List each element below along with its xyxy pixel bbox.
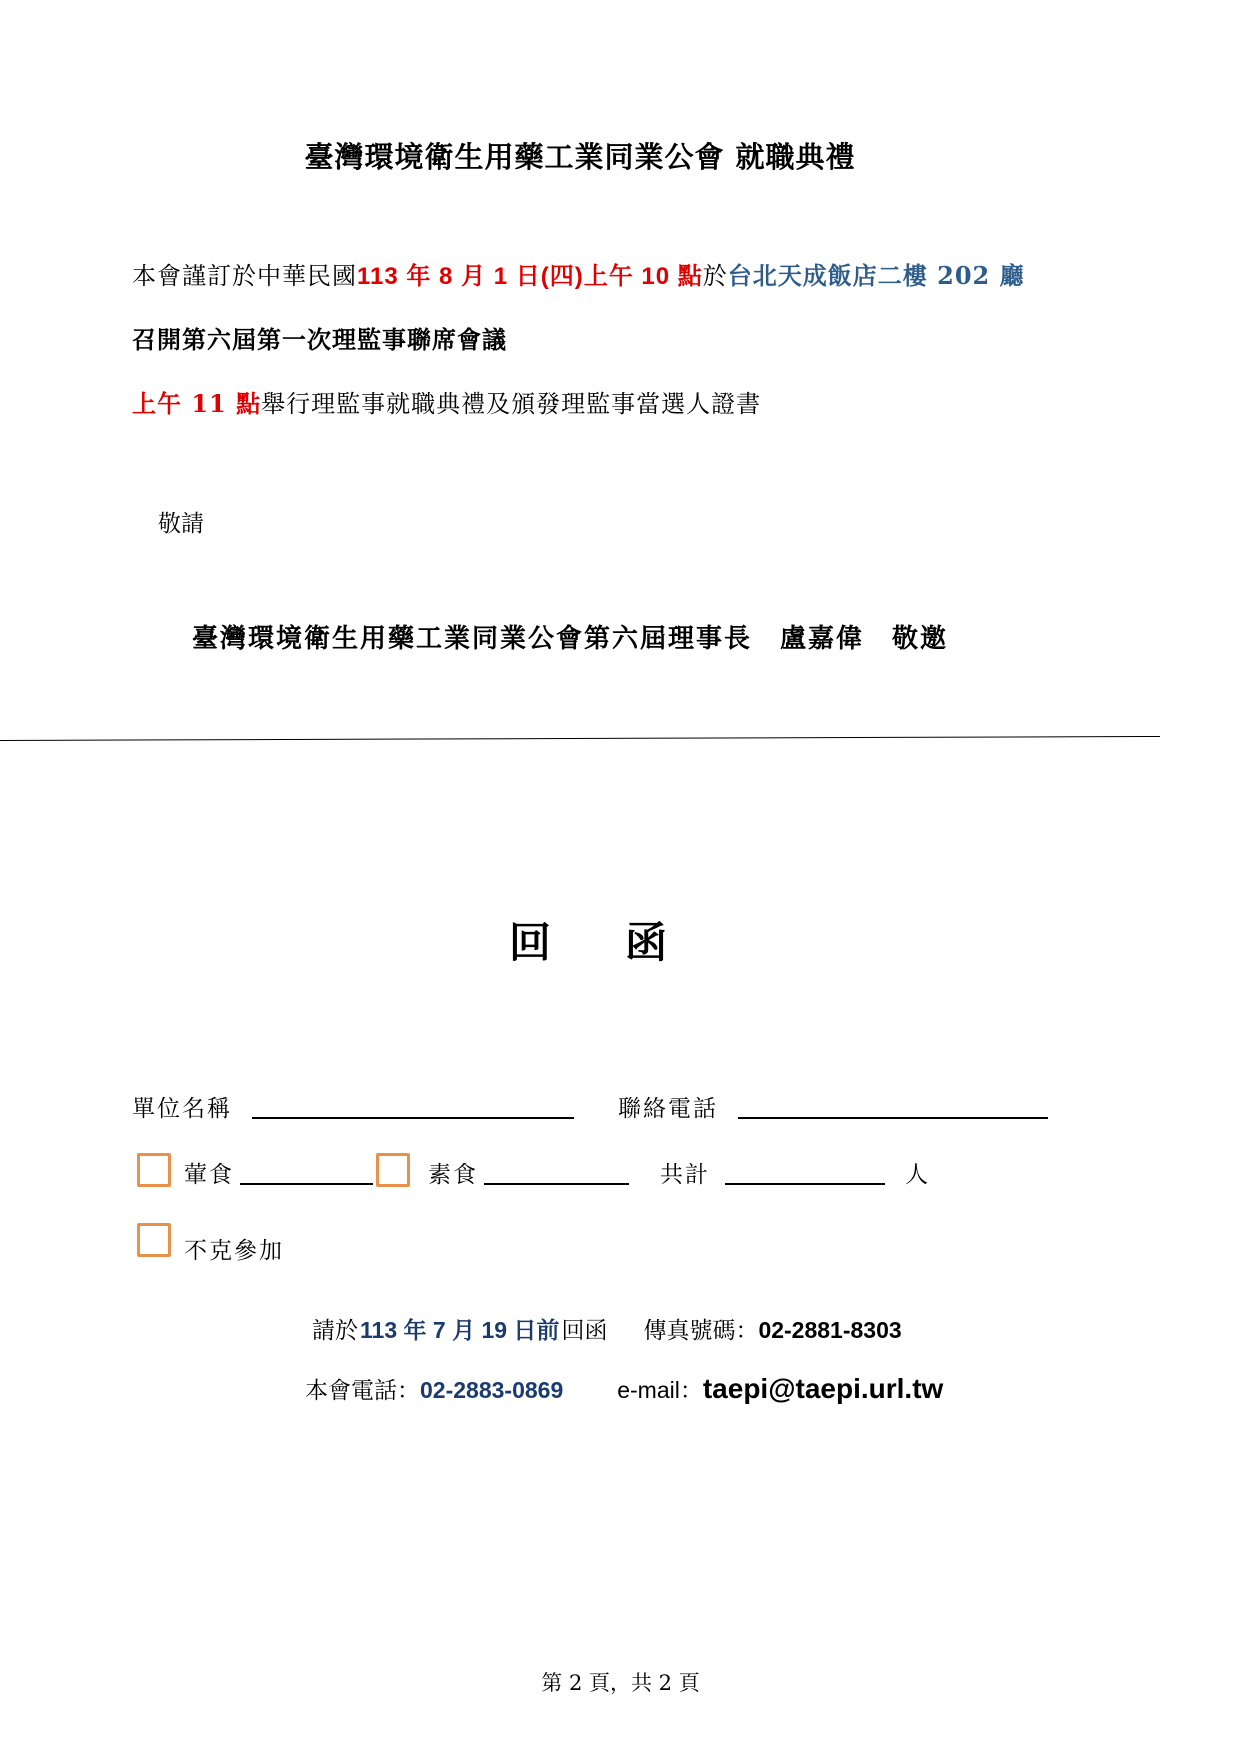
email-label: e-mail： [617, 1377, 703, 1403]
invitation-title: 臺灣環境衛生用藥工業同業公會 就職典禮 [304, 140, 856, 174]
unit-name-label: 單位名稱 [132, 1096, 232, 1122]
deadline-date: 113 年 7 月 19 日前 [360, 1317, 560, 1343]
signature-org: 臺灣環境衛生用藥工業同業公會第六屆理事長 [192, 624, 753, 654]
reply-title [0, 910, 1180, 970]
meat-meal-label: 葷食 [184, 1162, 234, 1188]
contact-phone-label: 聯絡電話 [618, 1096, 718, 1122]
tel-label: 本會電話： [305, 1378, 420, 1404]
vegetarian-meal-label: 素食 [428, 1162, 478, 1188]
tel-number: 02-2883-0869 [420, 1377, 564, 1403]
vegetarian-meal-checkbox[interactable] [376, 1153, 410, 1187]
meeting-venue: 台北天成飯店二樓 202 廳 [727, 261, 1025, 290]
deadline-prefix: 請於 [312, 1318, 358, 1344]
meeting-mid: 於 [702, 262, 728, 290]
signature-name: 盧嘉偉 [780, 624, 865, 654]
unit-name-field[interactable] [252, 1117, 574, 1119]
signature-closing: 敬邀 [892, 624, 949, 654]
email-link[interactable]: taepi@taepi.url.tw [702, 1373, 944, 1404]
meat-meal-count-field[interactable] [240, 1183, 373, 1185]
ceremony-text: 舉行理監事就職典禮及頒發理監事當選人證書 [261, 390, 762, 418]
meeting-description: 召開第六屆第一次理監事聯席會議 [132, 325, 507, 354]
ceremony-time: 上午 11 點 [132, 389, 262, 418]
ceremony-line [132, 384, 761, 419]
deadline-line [312, 1312, 902, 1345]
contact-line [305, 1372, 943, 1405]
signature-line [192, 618, 948, 655]
vegetarian-meal-count-field[interactable] [484, 1183, 629, 1185]
fax-number: 02-2881-8303 [758, 1317, 902, 1343]
decline-label: 不克參加 [184, 1238, 284, 1264]
meeting-datetime: 113 年 8 月 1 日(四)上午 10 點 [357, 263, 703, 290]
deadline-suffix: 回函 [561, 1318, 608, 1344]
meat-meal-checkbox[interactable] [137, 1153, 171, 1187]
section-divider [0, 736, 1160, 741]
person-unit-label: 人 [905, 1162, 930, 1188]
total-count-field[interactable] [725, 1183, 885, 1185]
respect-text: 敬請 [158, 511, 204, 537]
contact-phone-field[interactable] [738, 1117, 1048, 1119]
decline-checkbox[interactable] [137, 1223, 171, 1257]
meeting-prefix: 本會謹訂於中華民國 [132, 262, 357, 290]
total-label: 共計 [660, 1162, 710, 1188]
reply-title-a: 回 [508, 918, 555, 967]
fax-label: 傳真號碼： [643, 1318, 759, 1344]
page-number: 第 2 頁，共 2 頁 [541, 1671, 700, 1695]
meeting-date-line [132, 256, 1025, 291]
reply-title-b: 函 [625, 918, 672, 967]
